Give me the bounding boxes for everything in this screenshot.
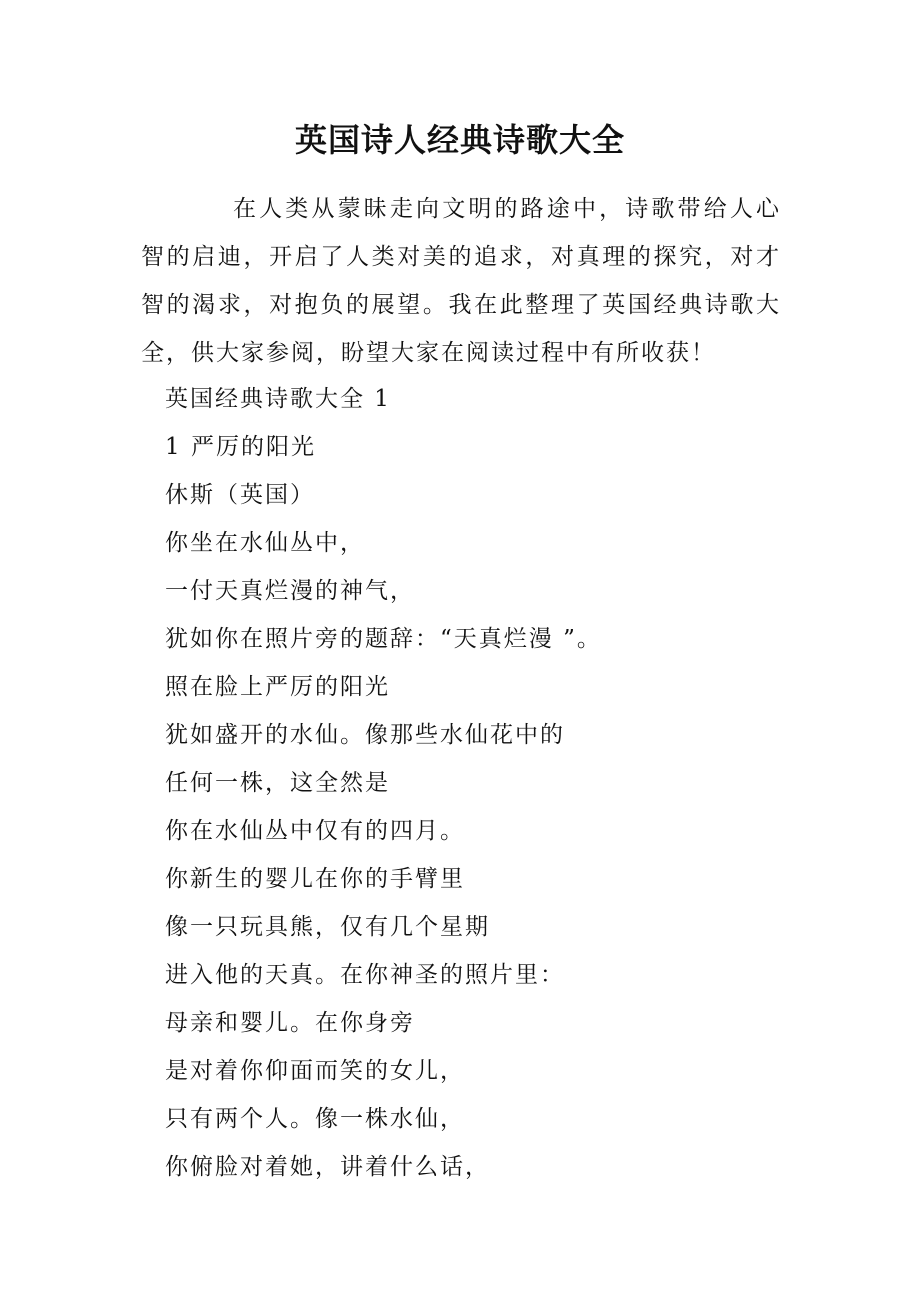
poem-line: 照在脸上严厉的阳光 bbox=[165, 674, 390, 700]
poem-line: 进入他的天真。在你神圣的照片里： bbox=[165, 962, 565, 988]
intro-paragraph: 在人类从蒙昧走向文明的路途中，诗歌带给人心智的启迪，开启了人类对美的追求，对真理的探究，对才智的渴求，对抱负的展望。我在此整理了英国经典诗歌大全，供大家参阅，盼望大家在阅读过程中有所收获！ bbox=[141, 196, 781, 366]
poem-author: 休斯（英国） bbox=[165, 482, 315, 508]
poem-line: 任何一株，这全然是 bbox=[165, 770, 390, 796]
poem-title: 1 严厉的阳光 bbox=[165, 434, 316, 460]
poem-line: 是对着你仰面而笑的女儿， bbox=[165, 1058, 465, 1084]
poem-line: 你新生的婴儿在你的手臂里 bbox=[165, 866, 465, 892]
document-title: 英国诗人经典诗歌大全 bbox=[294, 121, 625, 159]
poem-line: 你在水仙丛中仅有的四月。 bbox=[165, 818, 465, 844]
poem-line: 像一只玩具熊，仅有几个星期 bbox=[165, 914, 490, 940]
poem-lines bbox=[165, 375, 785, 1191]
section-heading: 英国经典诗歌大全 1 bbox=[165, 386, 391, 412]
poem-line: 只有两个人。像一株水仙， bbox=[165, 1106, 465, 1132]
poem-line: 犹如盛开的水仙。像那些水仙花中的 bbox=[165, 722, 565, 748]
poem-line: 母亲和婴儿。在你身旁 bbox=[165, 1010, 415, 1036]
poem-line: 你坐在水仙丛中， bbox=[165, 530, 365, 556]
poem-line: 你俯脸对着她，讲着什么话， bbox=[165, 1154, 490, 1180]
poem-line: 一付天真烂漫的神气， bbox=[165, 578, 415, 604]
poem-line: 犹如你在照片旁的题辞：“天真烂漫 ”。 bbox=[165, 626, 602, 652]
